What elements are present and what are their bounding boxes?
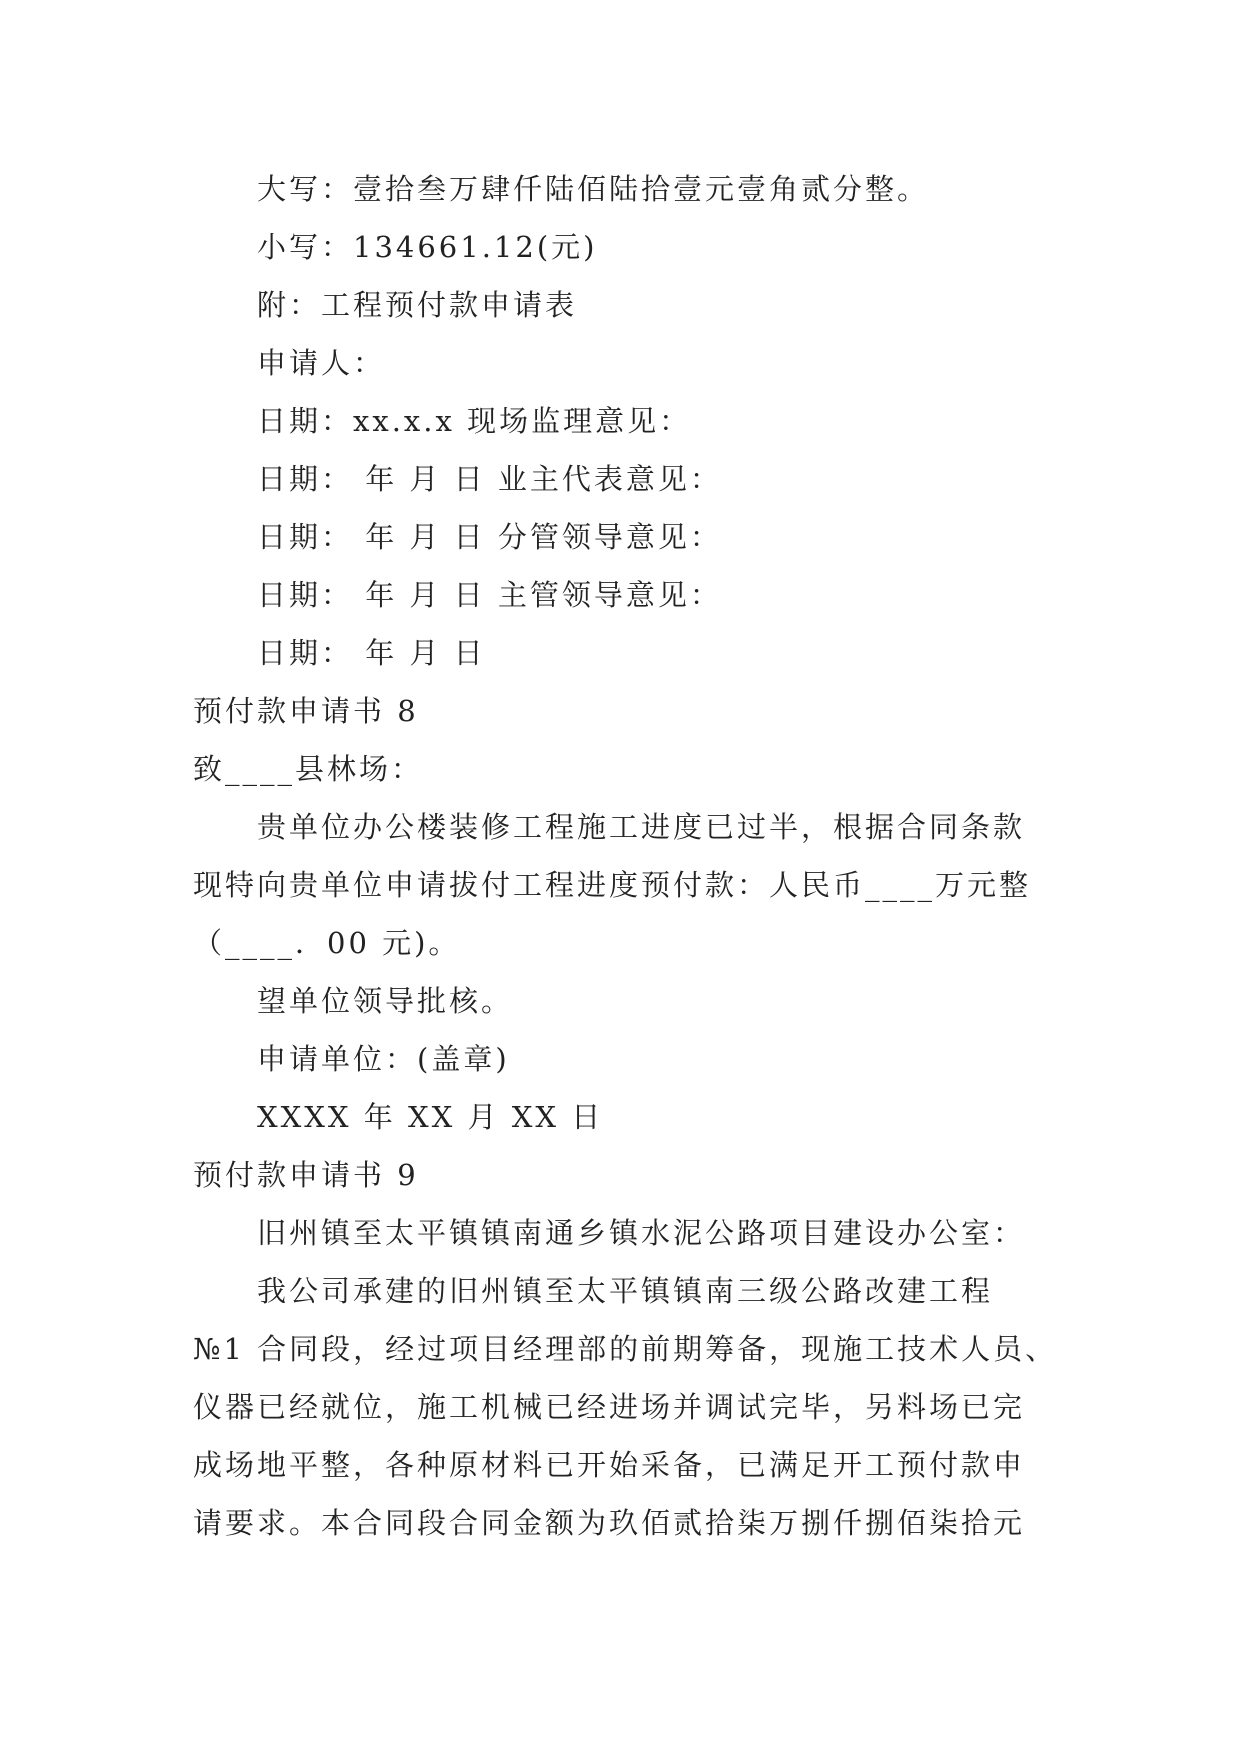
section9-body-line: 我公司承建的旧州镇至太平镇镇南三级公路改建工程 [257, 1274, 994, 1308]
section9-heading: 预付款申请书 9 [193, 1158, 419, 1192]
date-owner-rep-opinion: 日期： 年 月 日 业主代表意见： [257, 462, 722, 496]
amount-in-words: 大写：壹拾叁万肆仟陆佰陆拾壹元壹角贰分整。 [257, 172, 930, 206]
section8-body-line: （____．00 元)。 [193, 926, 461, 960]
section9-addressee: 旧州镇至太平镇镇南通乡镇水泥公路项目建设办公室： [257, 1216, 1026, 1250]
section8-heading: 预付款申请书 8 [193, 694, 419, 728]
section8-body-line: 贵单位办公楼装修工程施工进度已过半，根据合同条款 [257, 810, 1026, 844]
section9-body-line: 请要求。本合同段合同金额为玖佰贰拾柒万捌仟捌佰柒拾元 [193, 1506, 1026, 1540]
date-supervisor-opinion: 日期：xx.x.x 现场监理意见： [257, 404, 692, 438]
document-content [193, 160, 1058, 1552]
section8-request: 望单位领导批核。 [257, 984, 514, 1018]
section8-date: XXXX 年 XX 月 XX 日 [257, 1100, 604, 1134]
section8-addressee: 致____县林场： [193, 752, 424, 786]
section9-body-line: №1 合同段，经过项目经理部的前期筹备，现施工技术人员、 [193, 1332, 1058, 1366]
attachment-line: 附：工程预付款申请表 [257, 288, 578, 322]
applicant-line: 申请人： [257, 346, 386, 380]
date-chief-leader-opinion: 日期： 年 月 日 主管领导意见： [257, 578, 722, 612]
section9-body-line: 仪器已经就位，施工机械已经进场并调试完毕，另料场已完 [193, 1390, 1026, 1424]
section9-body-line: 成场地平整，各种原材料已开始采备，已满足开工预付款申 [193, 1448, 1026, 1482]
date-division-leader-opinion: 日期： 年 月 日 分管领导意见： [257, 520, 722, 554]
amount-in-figures: 小写：134661.12(元) [257, 230, 598, 264]
section8-body-line: 现特向贵单位申请拔付工程进度预付款：人民币____万元整 [193, 868, 1032, 902]
date-final-line: 日期： 年 月 日 [257, 636, 486, 670]
section8-applicant: 申请单位：(盖章) [257, 1042, 510, 1076]
